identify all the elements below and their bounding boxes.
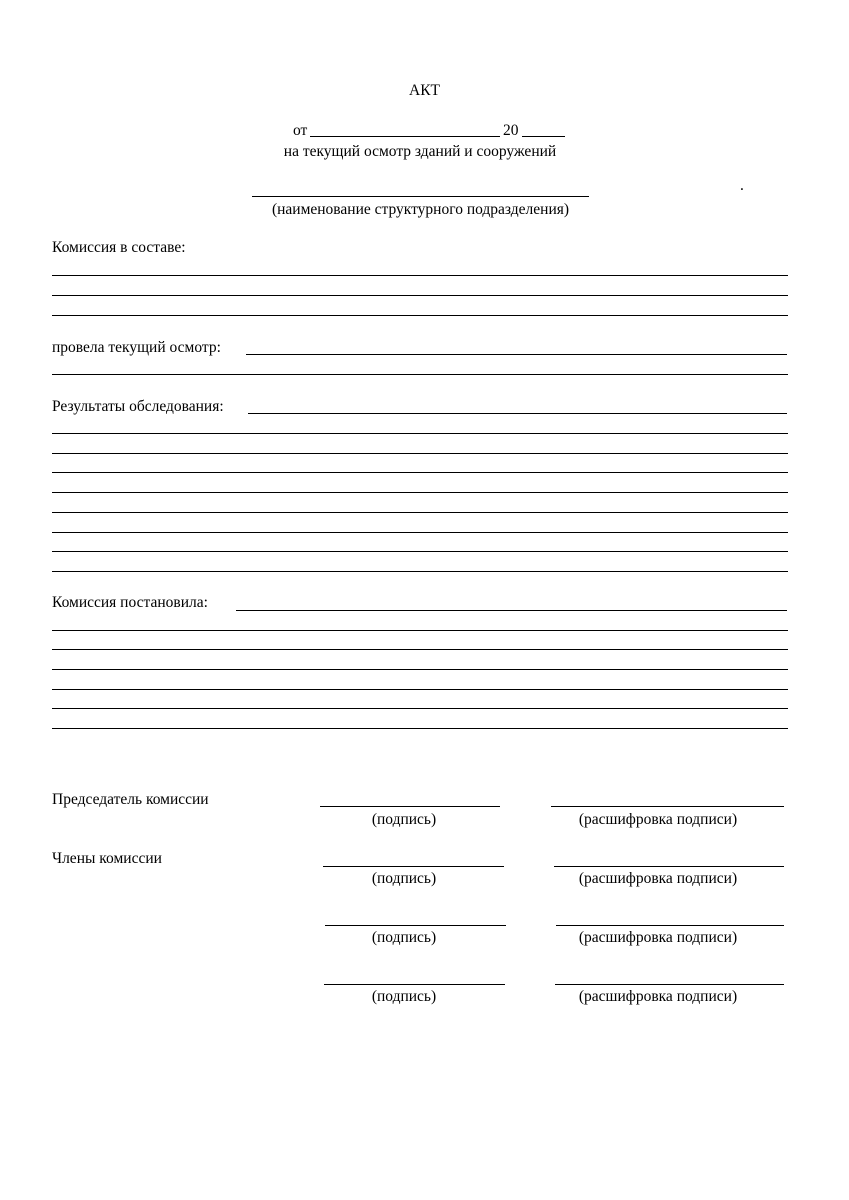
results-label: Результаты обследования: <box>52 398 224 415</box>
name-line[interactable] <box>554 866 784 867</box>
inspection-line[interactable] <box>246 354 787 355</box>
commission-line[interactable] <box>52 295 788 296</box>
name-caption: (расшифровка подписи) <box>578 988 738 1005</box>
name-line[interactable] <box>551 806 784 807</box>
decision-line[interactable] <box>236 610 787 611</box>
year-prefix: 20 <box>503 122 519 139</box>
results-line[interactable] <box>52 472 788 473</box>
signature-line[interactable] <box>320 806 500 807</box>
signature-caption: (подпись) <box>371 929 437 946</box>
results-line[interactable] <box>52 551 788 552</box>
document-subtitle: на текущий осмотр зданий и сооружений <box>283 143 557 160</box>
decision-line[interactable] <box>52 689 788 690</box>
unit-name-caption: (наименование структурного подразделения) <box>271 201 570 218</box>
decision-line[interactable] <box>52 669 788 670</box>
inspection-line[interactable] <box>52 374 788 375</box>
members-label: Члены комиссии <box>52 850 162 867</box>
signature-line[interactable] <box>323 866 504 867</box>
signature-caption: (подпись) <box>371 870 437 887</box>
signature-caption: (подпись) <box>371 988 437 1005</box>
decision-line[interactable] <box>52 708 788 709</box>
results-line[interactable] <box>52 453 788 454</box>
commission-label: Комиссия в составе: <box>52 239 186 256</box>
signature-line[interactable] <box>324 984 505 985</box>
chairman-label: Председатель комиссии <box>52 791 209 808</box>
decision-label: Комиссия постановила: <box>52 594 208 611</box>
name-line[interactable] <box>555 984 784 985</box>
decision-line[interactable] <box>52 630 788 631</box>
date-field-line[interactable] <box>310 136 500 137</box>
commission-line[interactable] <box>52 315 788 316</box>
inspection-label: провела текущий осмотр: <box>52 339 221 356</box>
results-line[interactable] <box>52 512 788 513</box>
name-caption: (расшифровка подписи) <box>578 929 738 946</box>
decision-line[interactable] <box>52 649 788 650</box>
decision-line[interactable] <box>52 728 788 729</box>
document-title: АКТ <box>409 82 440 99</box>
year-field-line[interactable] <box>522 136 565 137</box>
name-line[interactable] <box>556 925 784 926</box>
results-line[interactable] <box>52 433 788 434</box>
commission-line[interactable] <box>52 275 788 276</box>
results-line[interactable] <box>52 571 788 572</box>
results-line[interactable] <box>52 532 788 533</box>
signature-line[interactable] <box>325 925 506 926</box>
name-caption: (расшифровка подписи) <box>578 811 738 828</box>
unit-name-field-line[interactable] <box>252 196 589 197</box>
results-line[interactable] <box>248 413 787 414</box>
results-line[interactable] <box>52 492 788 493</box>
date-prefix: от <box>293 122 308 139</box>
stray-dot: . <box>740 177 744 194</box>
name-caption: (расшифровка подписи) <box>578 870 738 887</box>
signature-caption: (подпись) <box>371 811 437 828</box>
